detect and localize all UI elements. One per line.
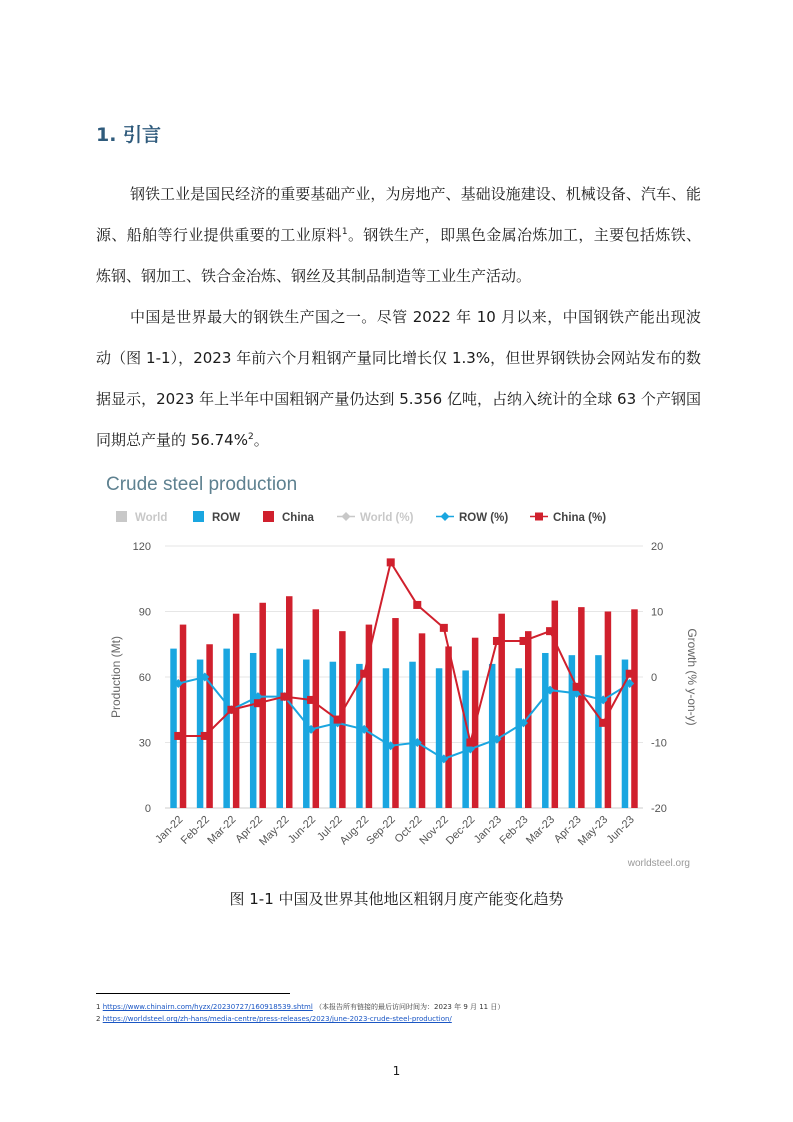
footnote-divider — [96, 993, 290, 994]
bar-china — [313, 609, 320, 808]
point-china-pct — [573, 683, 581, 691]
y2-tick-label: -10 — [651, 737, 667, 750]
page-number: 1 — [392, 1064, 401, 1078]
footnote-1-link[interactable]: https://www.chinairn.com/hyzx/20230727/160918539.shtml — [102, 1003, 313, 1011]
y2-tick-label: 0 — [651, 672, 658, 684]
x-tick-label: Feb-23 — [497, 813, 531, 847]
point-china-pct — [520, 637, 528, 645]
y-tick-label: 120 — [132, 541, 151, 553]
point-china-pct — [334, 716, 342, 724]
y-tick-label: 60 — [138, 672, 151, 684]
point-china-pct — [626, 670, 634, 678]
point-china-pct — [466, 739, 474, 747]
line-china-pct — [178, 562, 629, 742]
legend-label-0: World — [135, 512, 168, 524]
y-tick-label: 90 — [138, 606, 151, 619]
crude-steel-chart — [96, 466, 706, 876]
legend-label-3: World (%) — [360, 512, 414, 524]
y-tick-label: 0 — [144, 803, 151, 815]
x-tick-label: Jul-22 — [315, 813, 345, 844]
bar-china — [392, 618, 399, 808]
point-china-pct — [254, 699, 262, 707]
x-tick-label: Jun-23 — [604, 813, 637, 846]
bar-row — [223, 649, 230, 808]
footnote-1-number: 1 — [96, 1003, 101, 1011]
bar-china — [578, 607, 585, 808]
footnote-ref-1[interactable]: 1 — [341, 227, 348, 237]
y2-axis-title: Growth (% y-on-y) — [685, 628, 699, 726]
bar-row — [542, 653, 549, 808]
footnote-2-link[interactable]: https://worldsteel.org/zh-hans/media-centre/press-releases/2023/june-2023-crude-steel-production/ — [102, 1015, 452, 1023]
bar-china — [419, 633, 426, 808]
line-row-pct — [178, 677, 629, 759]
x-tick-label: Dec-22 — [443, 813, 478, 848]
legend-label-1: ROW — [212, 512, 241, 524]
chart-source: worldsteel.org — [627, 858, 690, 869]
point-china-pct — [493, 637, 501, 645]
x-tick-label: Sep-22 — [364, 813, 398, 848]
bar-china — [206, 644, 213, 808]
bar-china — [631, 609, 638, 808]
x-tick-label: Jun-22 — [285, 813, 319, 846]
x-tick-label: Mar-23 — [524, 813, 558, 847]
legend-label-4: ROW (%) — [459, 512, 509, 524]
x-tick-label: Apr-23 — [551, 813, 584, 846]
bar-row — [409, 662, 416, 808]
bar-row — [277, 649, 284, 808]
x-tick-label: May-23 — [575, 813, 611, 849]
x-tick-label: Nov-22 — [417, 813, 451, 848]
paragraph-2-text-a: 中国是世界最大的钢铁生产国之一。尽管 2022 年 10 月以来，中国钢铁产能出现波动（图 1-1），2023 年前六个月粗钢产量同比增长仅 1.3%，但世界钢铁协会网站发布的数据显示，2023 年上半年中国粗钢产量仍达到 5.356 亿吨，占纳入统计的全球 63 个产钢国同期总产量的 56.74% — [96, 308, 701, 449]
bar-row — [303, 660, 310, 808]
footnote-2 — [96, 1015, 452, 1023]
point-china-pct — [413, 601, 421, 609]
bar-row — [330, 662, 337, 808]
footnote-1-note: （本报告所有链接的最后访问时间为：2023 年 9 月 11 日） — [315, 1003, 505, 1011]
x-tick-label: Jan-23 — [471, 813, 505, 846]
bar-row — [516, 668, 523, 808]
y-axis-title: Production (Mt) — [109, 635, 123, 719]
x-tick-label: May-22 — [257, 813, 292, 849]
point-china-pct — [387, 558, 395, 566]
point-china-pct — [360, 670, 368, 678]
point-china-pct — [201, 732, 209, 740]
bar-china — [180, 625, 187, 808]
legend-label-2: China — [282, 512, 314, 524]
x-tick-label: Oct-22 — [392, 813, 425, 846]
section-heading: 1. 引言 — [96, 124, 162, 146]
bar-row — [489, 664, 496, 808]
legend-marker-3 — [342, 512, 351, 521]
figure-caption: 图 1-1 中国及世界其他地区粗钢月度产能变化趋势 — [229, 890, 564, 908]
point-china-pct — [307, 696, 315, 704]
footnote-ref-2[interactable]: 2 — [247, 432, 254, 442]
x-tick-label: Aug-22 — [337, 813, 372, 848]
x-tick-label: Jan-22 — [153, 813, 186, 846]
paragraph-2 — [96, 297, 701, 461]
bar-row — [436, 668, 443, 808]
y2-tick-label: 10 — [651, 606, 664, 619]
x-tick-label: Mar-22 — [205, 813, 239, 847]
chart-title: Crude steel production — [106, 474, 298, 495]
point-china-pct — [546, 627, 554, 635]
legend-swatch-0 — [116, 511, 127, 522]
footnote-2-number: 2 — [96, 1015, 101, 1023]
point-china-pct — [440, 624, 448, 632]
legend-swatch-1 — [193, 511, 204, 522]
point-china-pct — [174, 732, 182, 740]
paragraph-2-text-b: 。 — [253, 431, 269, 449]
y-tick-label: 30 — [138, 737, 151, 750]
bar-row — [595, 655, 602, 808]
legend-label-5: China (%) — [553, 512, 607, 524]
legend-marker-4 — [441, 512, 450, 521]
x-tick-label: Feb-22 — [178, 813, 212, 847]
y2-tick-label: -20 — [651, 803, 667, 815]
legend-marker-5 — [535, 513, 543, 521]
paragraph-1-text-a: 钢铁工业是国民经济的重要基础产业，为房地产、基础设施建设、机械设备、汽车、能源、船舶等行业提供重要的工业原料 — [96, 185, 701, 244]
legend-swatch-2 — [263, 511, 274, 522]
bar-row — [170, 649, 177, 808]
paragraph-1 — [96, 174, 701, 297]
bar-row — [383, 668, 390, 808]
point-china-pct — [599, 719, 607, 727]
footnote-1 — [96, 1002, 504, 1012]
bar-row — [250, 653, 257, 808]
bar-china — [445, 646, 452, 808]
point-china-pct — [227, 706, 235, 714]
x-tick-label: Apr-22 — [233, 813, 266, 846]
point-china-pct — [281, 693, 289, 701]
paragraph-1-text-b: 。钢铁生产，即黑色金属冶炼加工，主要包括炼铁、炼钢、钢加工、铁合金冶炼、钢丝及其制品制造等工业生产活动。 — [96, 226, 701, 285]
y2-tick-label: 20 — [651, 541, 664, 553]
